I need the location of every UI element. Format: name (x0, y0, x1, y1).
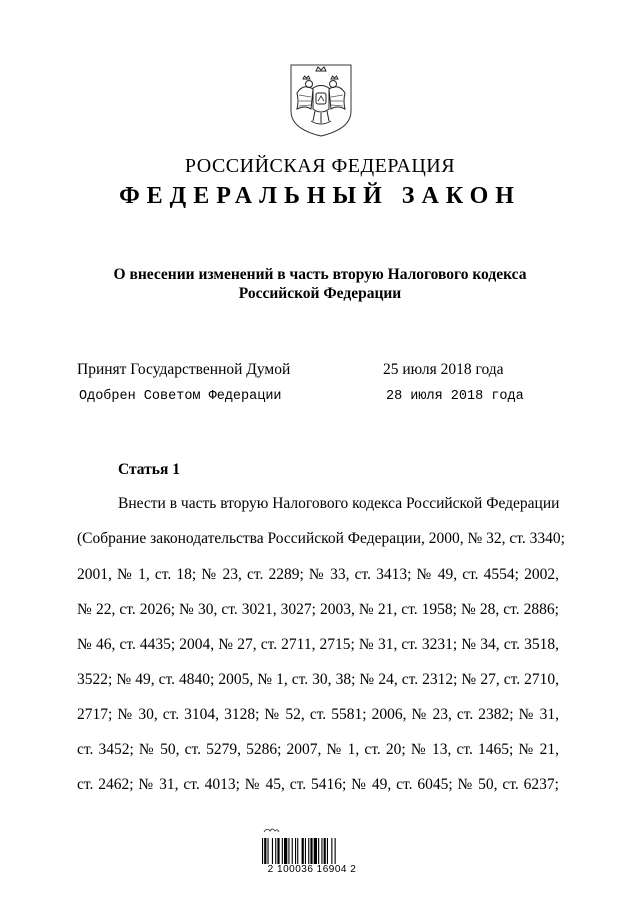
article-text-line: (Собрание законодательства Российской Федерации, 2000, № 32, ст. 3340; (77, 530, 565, 547)
council-approval-date: 28 июля 2018 года (386, 389, 524, 404)
article-text-line: 2001, № 1, ст. 18; № 23, ст. 2289; № 33, ст. 3413; № 49, ст. 4554; 2002, (77, 566, 559, 583)
coat-of-arms-icon (289, 63, 353, 138)
article-text-line: 3522; № 49, ст. 4840; 2005, № 1, ст. 30, 38; № 24, ст. 2312; № 27, ст. 2710, (77, 671, 559, 688)
article-title: Статья 1 (118, 461, 180, 478)
duma-adoption-date: 25 июля 2018 года (383, 361, 504, 378)
law-subject (60, 265, 580, 303)
article-text-line: № 22, ст. 2026; № 30, ст. 3021, 3027; 2003, № 21, ст. 1958; № 28, ст. 2886; (77, 601, 559, 618)
document-type: ФЕДЕРАЛЬНЫЙ ЗАКОН (119, 183, 521, 209)
law-subject-line: Российской Федерации (238, 285, 402, 302)
country-name: РОССИЙСКАЯ ФЕДЕРАЦИЯ (184, 155, 456, 177)
duma-adoption-label: Принят Государственной Думой (77, 361, 291, 378)
law-subject-line: О внесении изменений в часть вторую Налогового кодекса (113, 266, 527, 283)
council-approval-label: Одобрен Советом Федерации (79, 389, 282, 404)
article-text-line: ст. 3452; № 50, ст. 5279, 5286; 2007, № 1, ст. 20; № 13, ст. 1465; № 21, (77, 741, 559, 758)
barcode-number: 2 100036 16904 2 (267, 864, 357, 875)
article-text-line: ст. 2462; № 31, ст. 4013; № 45, ст. 5416; № 49, ст. 6045; № 50, ст. 6237; (77, 776, 559, 793)
article-text-line: № 46, ст. 4435; 2004, № 27, ст. 2711, 2715; № 31, ст. 3231; № 34, ст. 3518, (77, 636, 559, 653)
article-text-line: 2717; № 30, ст. 3104, 3128; № 52, ст. 5581; 2006, № 23, ст. 2382; № 31, (77, 706, 559, 723)
article-text-line: Внести в часть вторую Налогового кодекса Российской Федерации (118, 495, 560, 512)
